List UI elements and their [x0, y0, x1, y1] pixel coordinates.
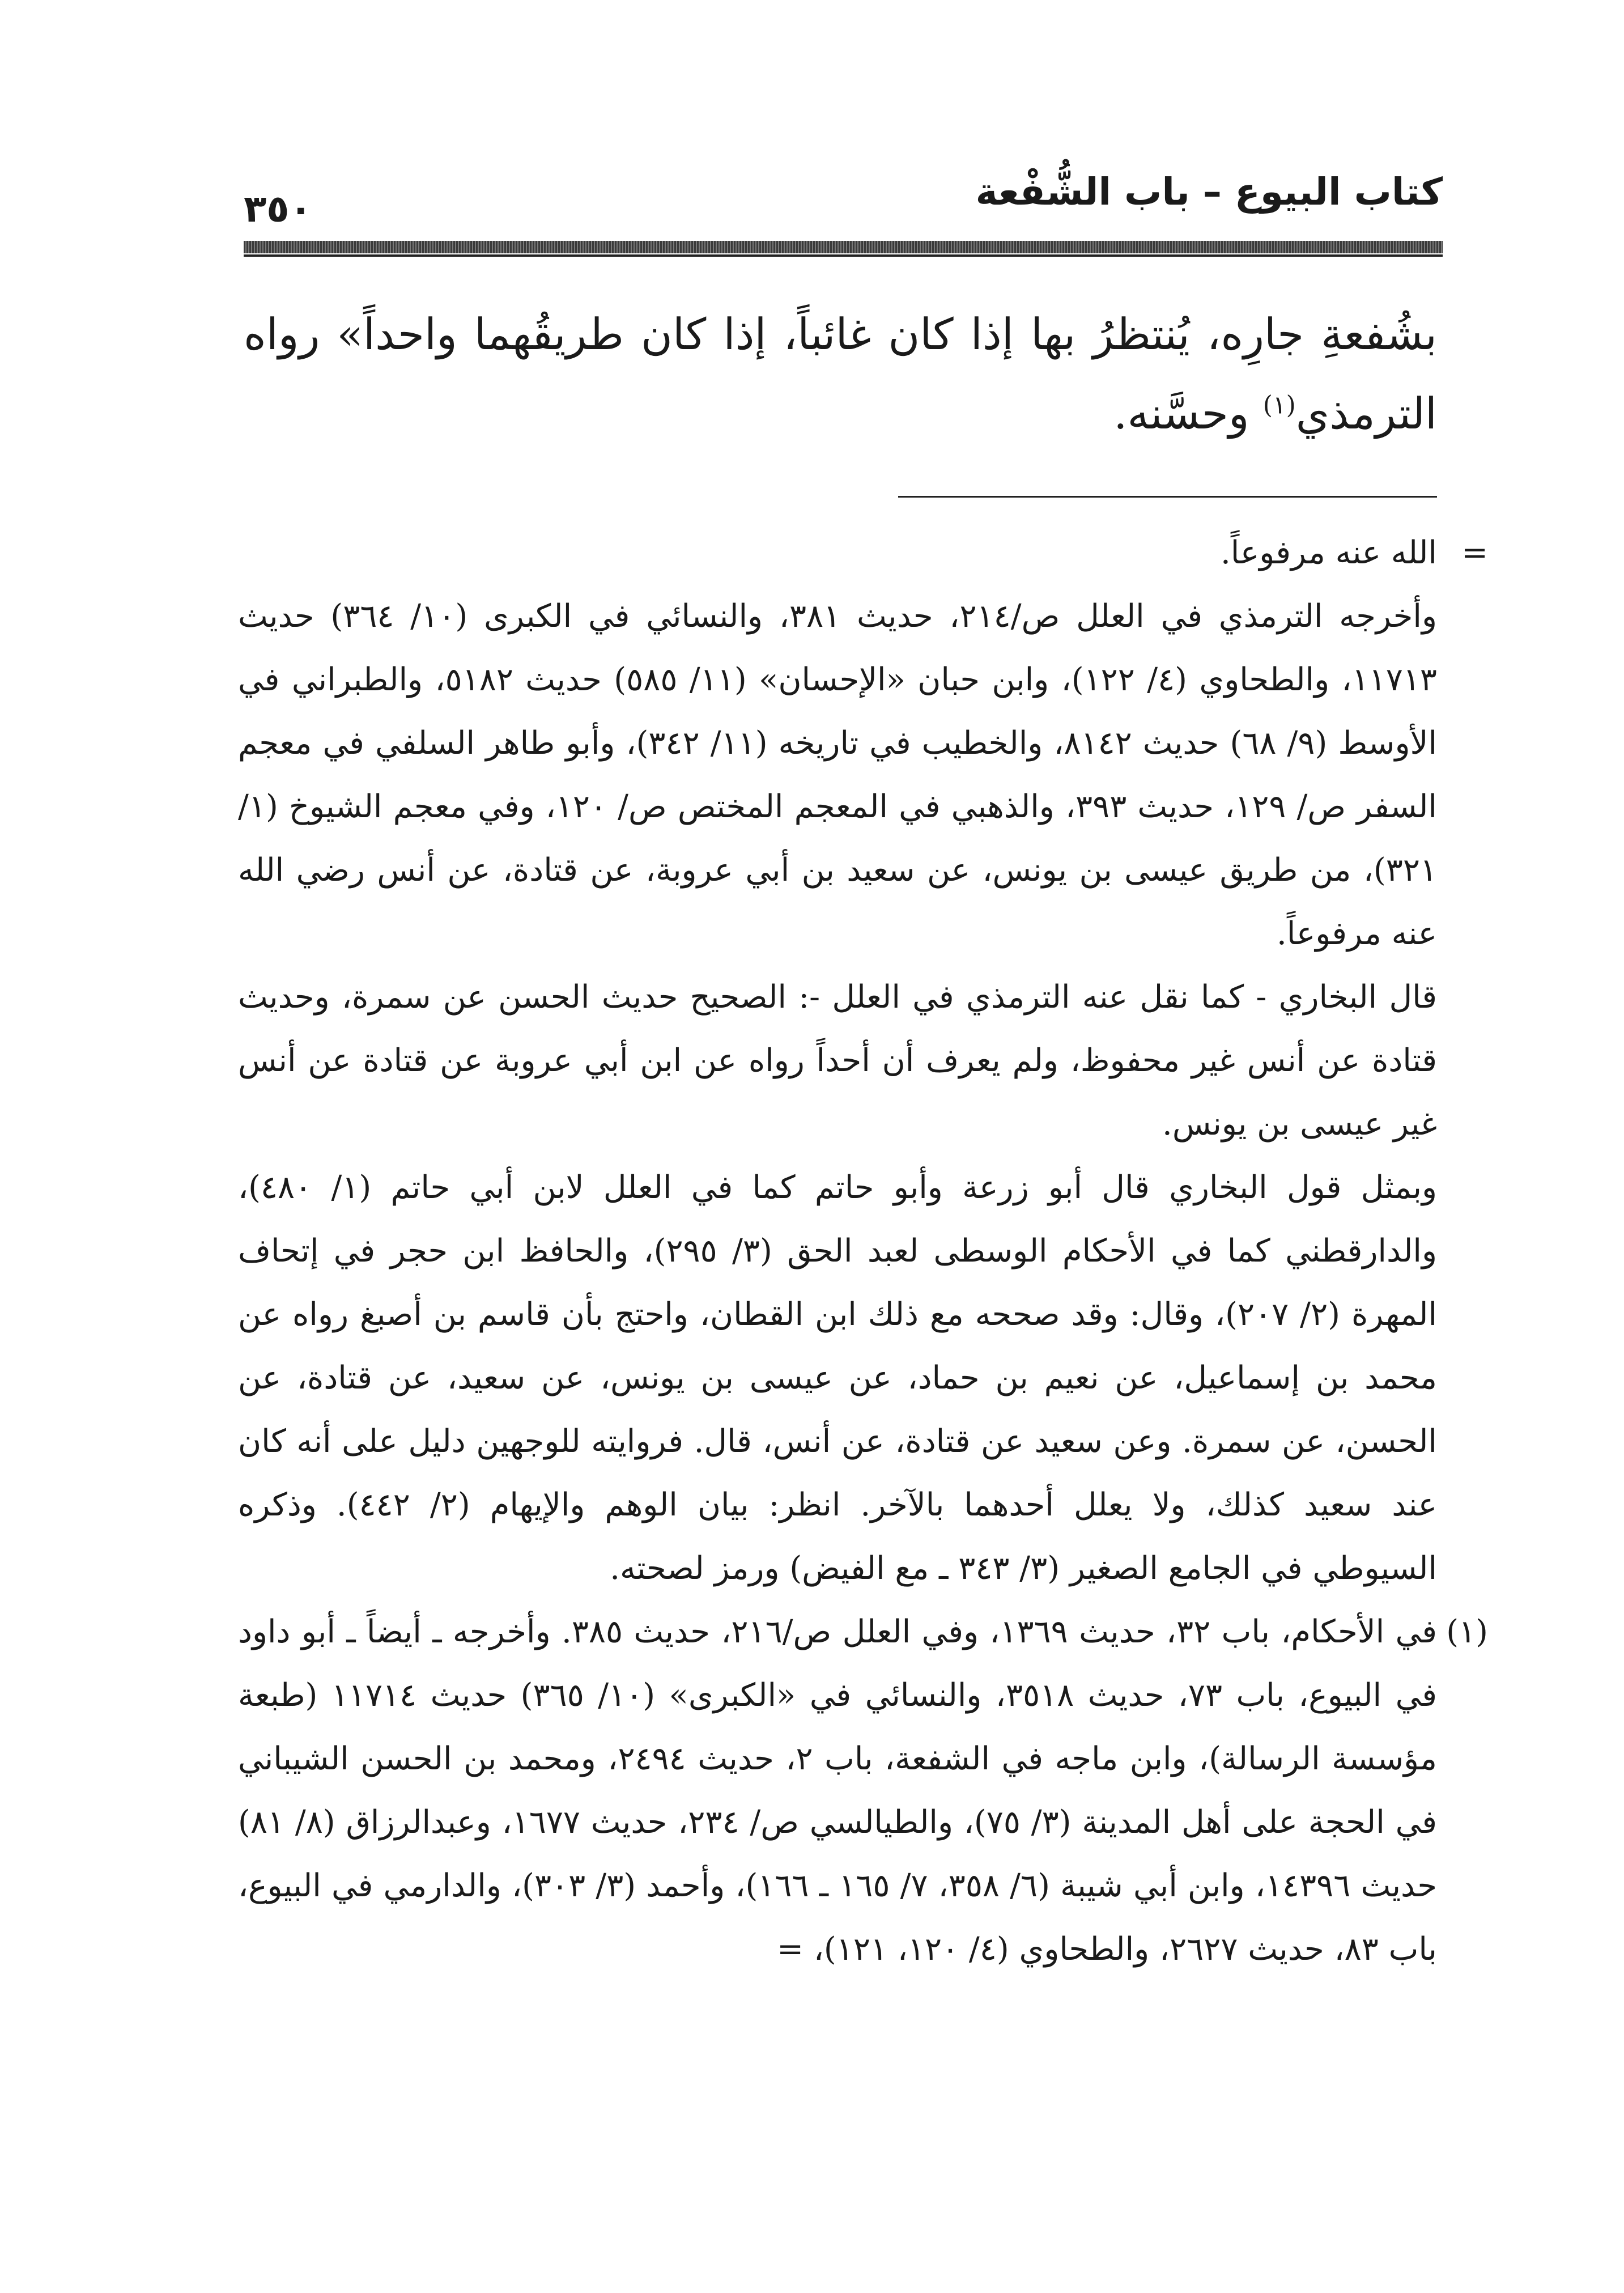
footnote-continuation [238, 521, 1488, 1600]
footnote-1-text: في الأحكام، باب ٣٢، حديث ١٣٦٩، وفي العلل ص/٢١٦، حديث ٣٨٥. وأخرجه ـ أيضاً ـ أبو داود في البيوع، باب ٧٣، حديث ٣٥١٨، والنسائي في «الكبرى» (١٠/ ٣٦٥) حديث ١١٧١٤ (طبعة مؤسسة الرسالة)، وابن ماجه في الشفعة، باب ٢، حديث ٢٤٩٤، ومحمد بن الحسن الشيباني في الحجة على أهل المدينة (٣/ ٧٥)، والطيالسي ص/ ٢٣٤، حديث ١٦٧٧، وعبدالرزاق (٨/ ٨١) حديث ١٤٣٩٦، وابن أبي شيبة (٦/ ٣٥٨، ٧/ ١٦٥ ـ ١٦٦)، وأحمد (٣/ ٣٠٣)، والدارمي في البيوع، باب ٨٣، حديث ٢٦٢٧، والطحاوي (٤/ ١٢٠، ١٢١)، [238, 1613, 1438, 1968]
footnotes [238, 521, 1488, 1981]
main-text-part1: بشُفعةِ جارِه، يُنتظرُ بها إذا كان غائباً، إذا كان طريقُهما واحداً» رواه الترمذي [244, 309, 1437, 439]
footnote-paragraph: قال البخاري - كما نقل عنه الترمذي في العلل -: الصحيح حديث الحسن عن سمرة، وحديث قتادة عن أنس غير محفوظ، ولم يعرف أن أحداً رواه عن ابن أبي عروبة عن قتادة عن أنس غير عيسى بن يونس. [238, 979, 1437, 1143]
main-paragraph [244, 295, 1437, 453]
continuation-mark: = [1461, 534, 1488, 571]
footnote-paragraph: وأخرجه الترمذي في العلل ص/٢١٤، حديث ٣٨١، والنسائي في الكبرى (١٠/ ٣٦٤) حديث ١١٧١٣، والطحاوي (٤/ ١٢٢)، وابن حبان «الإحسان» (١١/ ٥٨٥) حديث ٥١٨٢، والطبراني في الأوسط (٩/ ٦٨) حديث ٨١٤٢، والخطيب في تاريخه (١١/ ٣٤٢)، وأبو طاهر السلفي في معجم السفر ص/ ١٢٩، حديث ٣٩٣، والذهبي في المعجم المختص ص/ ١٢٠، وفي معجم الشيوخ (١/ ٣٢١)، من طريق عيسى بن يونس، عن سعيد بن أبي عروبة، عن قتادة، عن أنس رضي الله عنه مرفوعاً. [238, 598, 1438, 952]
main-text [244, 295, 1437, 453]
page-header [244, 164, 1443, 232]
footnote-reference: (١) [1262, 390, 1296, 420]
continued-mark: = [777, 1931, 804, 1968]
header-rule-line [244, 254, 1443, 257]
footnote-1 [238, 1600, 1488, 1981]
header-rule [244, 241, 1443, 253]
page-number: ٣٥٠ [244, 187, 312, 231]
footnote-separator [898, 496, 1437, 498]
footnote-paragraph: وبمثل قول البخاري قال أبو زرعة وأبو حاتم كما في العلل لابن أبي حاتم (١/ ٤٨٠)، والدارقطني كما في الأحكام الوسطى لعبد الحق (٣/ ٢٩٥)، والحافظ ابن حجر في إتحاف المهرة (٢/ ٢٠٧)، وقال: وقد صححه مع ذلك ابن القطان، واحتج بأن قاسم بن أصبغ رواه عن محمد بن إسماعيل، عن نعيم بن حماد، عن عيسى بن يونس، عن سعيد، عن قتادة، عن الحسن، عن سمرة. وعن سعيد عن قتادة، عن أنس، قال. فروايته للوجهين دليل على أنه كان عند سعيد كذلك، ولا يعلل أحدهما بالآخر. انظر: بيان الوهم والإيهام (٢/ ٤٤٢). وذكره السيوطي في الجامع الصغير (٣/ ٣٤٣ ـ مع الفيض) ورمز لصحته. [238, 1169, 1438, 1587]
chapter-title: كتاب البيوع – باب الشُّفْعة [975, 170, 1443, 214]
footnote-number: (١) [1446, 1613, 1488, 1650]
main-text-part2: وحسَّنه. [1113, 388, 1263, 439]
footnote-paragraph [238, 1600, 1437, 1981]
footnote-paragraph: الله عنه مرفوعاً. [1221, 534, 1437, 571]
